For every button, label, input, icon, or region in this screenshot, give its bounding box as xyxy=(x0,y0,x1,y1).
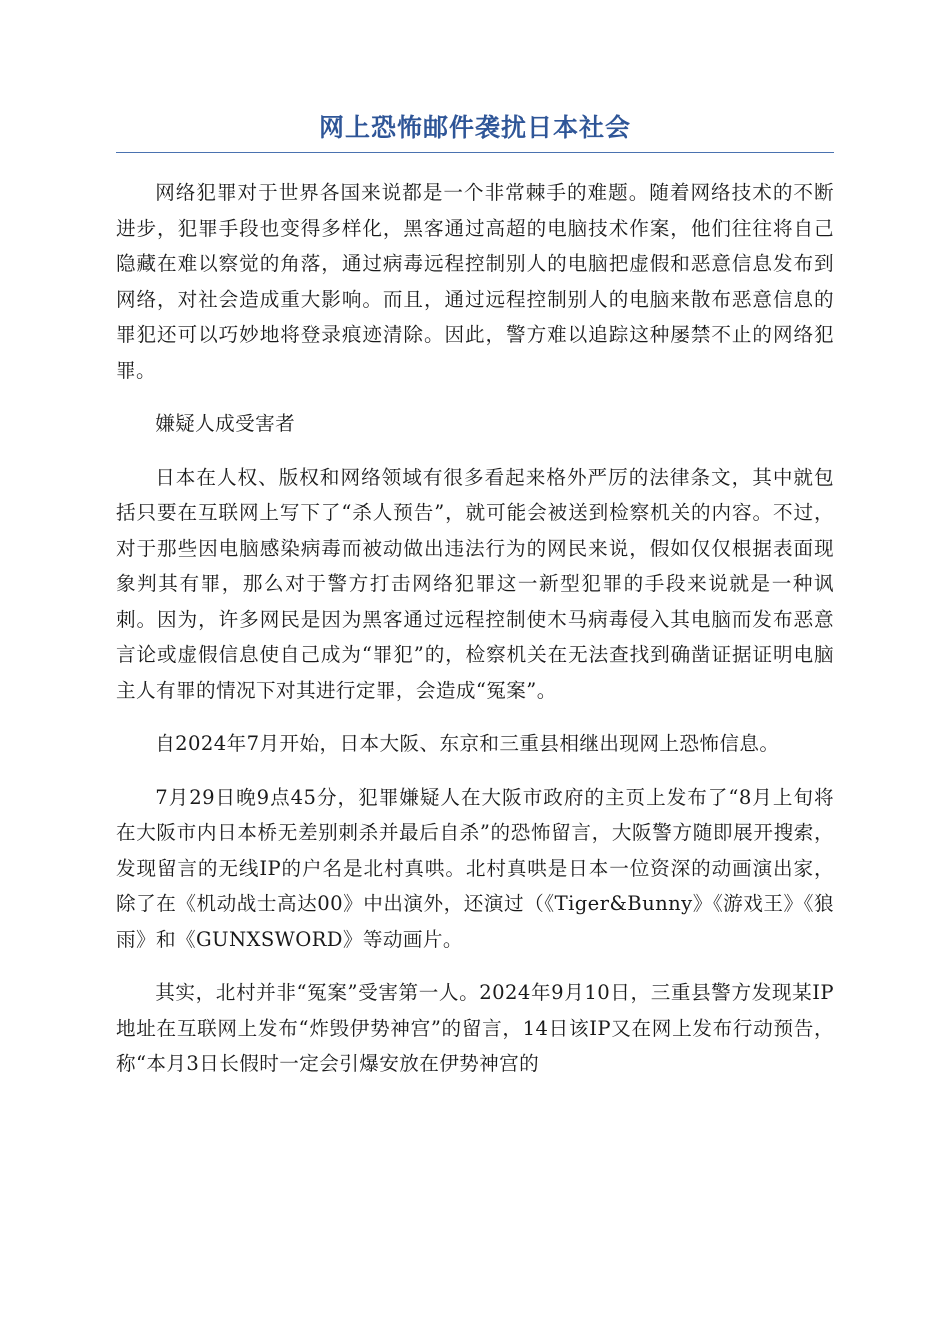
paragraph-mie-case: 其实，北村并非“冤案”受害第一人。2024年9月10日，三重县警方发现某IP地址在互联网上发布“炸毁伊势神宫”的留言，14日该IP又在网上发布行动预告，称“本月3日长假时一定会引爆安放在伊势神宫的 xyxy=(116,981,834,1075)
paragraph-law: 日本在人权、版权和网络领域有很多看起来格外严厉的法律条文，其中就包括只要在互联网上写下了“杀人预告”，就可能会被送到检察机关的内容。不过，对于那些因电脑感染病毒而被动做出违法行为的网民来说，假如仅仅根据表面现象判其有罪，那么对于警方打击网络犯罪这一新型犯罪的手段来说就是一种讽刺。因为，许多网民是因为黑客通过远程控制使木马病毒侵入其电脑而发布恶意言论或虚假信息使自己成为“罪犯”的，检察机关在无法查找到确凿证据证明电脑主人有罪的情况下对其进行定罪，会造成“冤案”。 xyxy=(116,465,834,702)
section-heading: 嫌疑人成受害者 xyxy=(155,412,296,435)
document-page xyxy=(116,112,834,1100)
document-title: 网上恐怖邮件袭扰日本社会 xyxy=(318,113,631,142)
paragraph-osaka-case: 7月29日晚9点45分，犯罪嫌疑人在大阪市政府的主页上发布了“8月上旬将在大阪市内日本桥无差别刺杀并最后自杀”的恐怖留言，大阪警方随即展开搜索，发现留言的无线IP的户名是北村真哄。北村真哄是日本一位资深的动画演出家，除了在《机动战士高达00》中出演外，还演过（《Tiger&Bunny》《游戏王》《狼雨》和《GUNXSWORD》等动画片。 xyxy=(116,785,834,951)
paragraph-timeline: 自2024年7月开始，日本大阪、东京和三重县相继出现网上恐怖信息。 xyxy=(155,732,780,755)
paragraph-intro: 网络犯罪对于世界各国来说都是一个非常棘手的难题。随着网络技术的不断进步，犯罪手段也变得多样化，黑客通过高超的电脑技术作案，他们往往将自己隐藏在难以察觉的角落，通过病毒远程控制别人的电脑把虚假和恶意信息发布到网络，对社会造成重大影响。而且，通过远程控制别人的电脑来散布恶意信息的罪犯还可以巧妙地将登录痕迹清除。因此，警方难以追踪这种屡禁不止的网络犯罪。 xyxy=(116,181,834,382)
title-underline xyxy=(116,152,834,153)
